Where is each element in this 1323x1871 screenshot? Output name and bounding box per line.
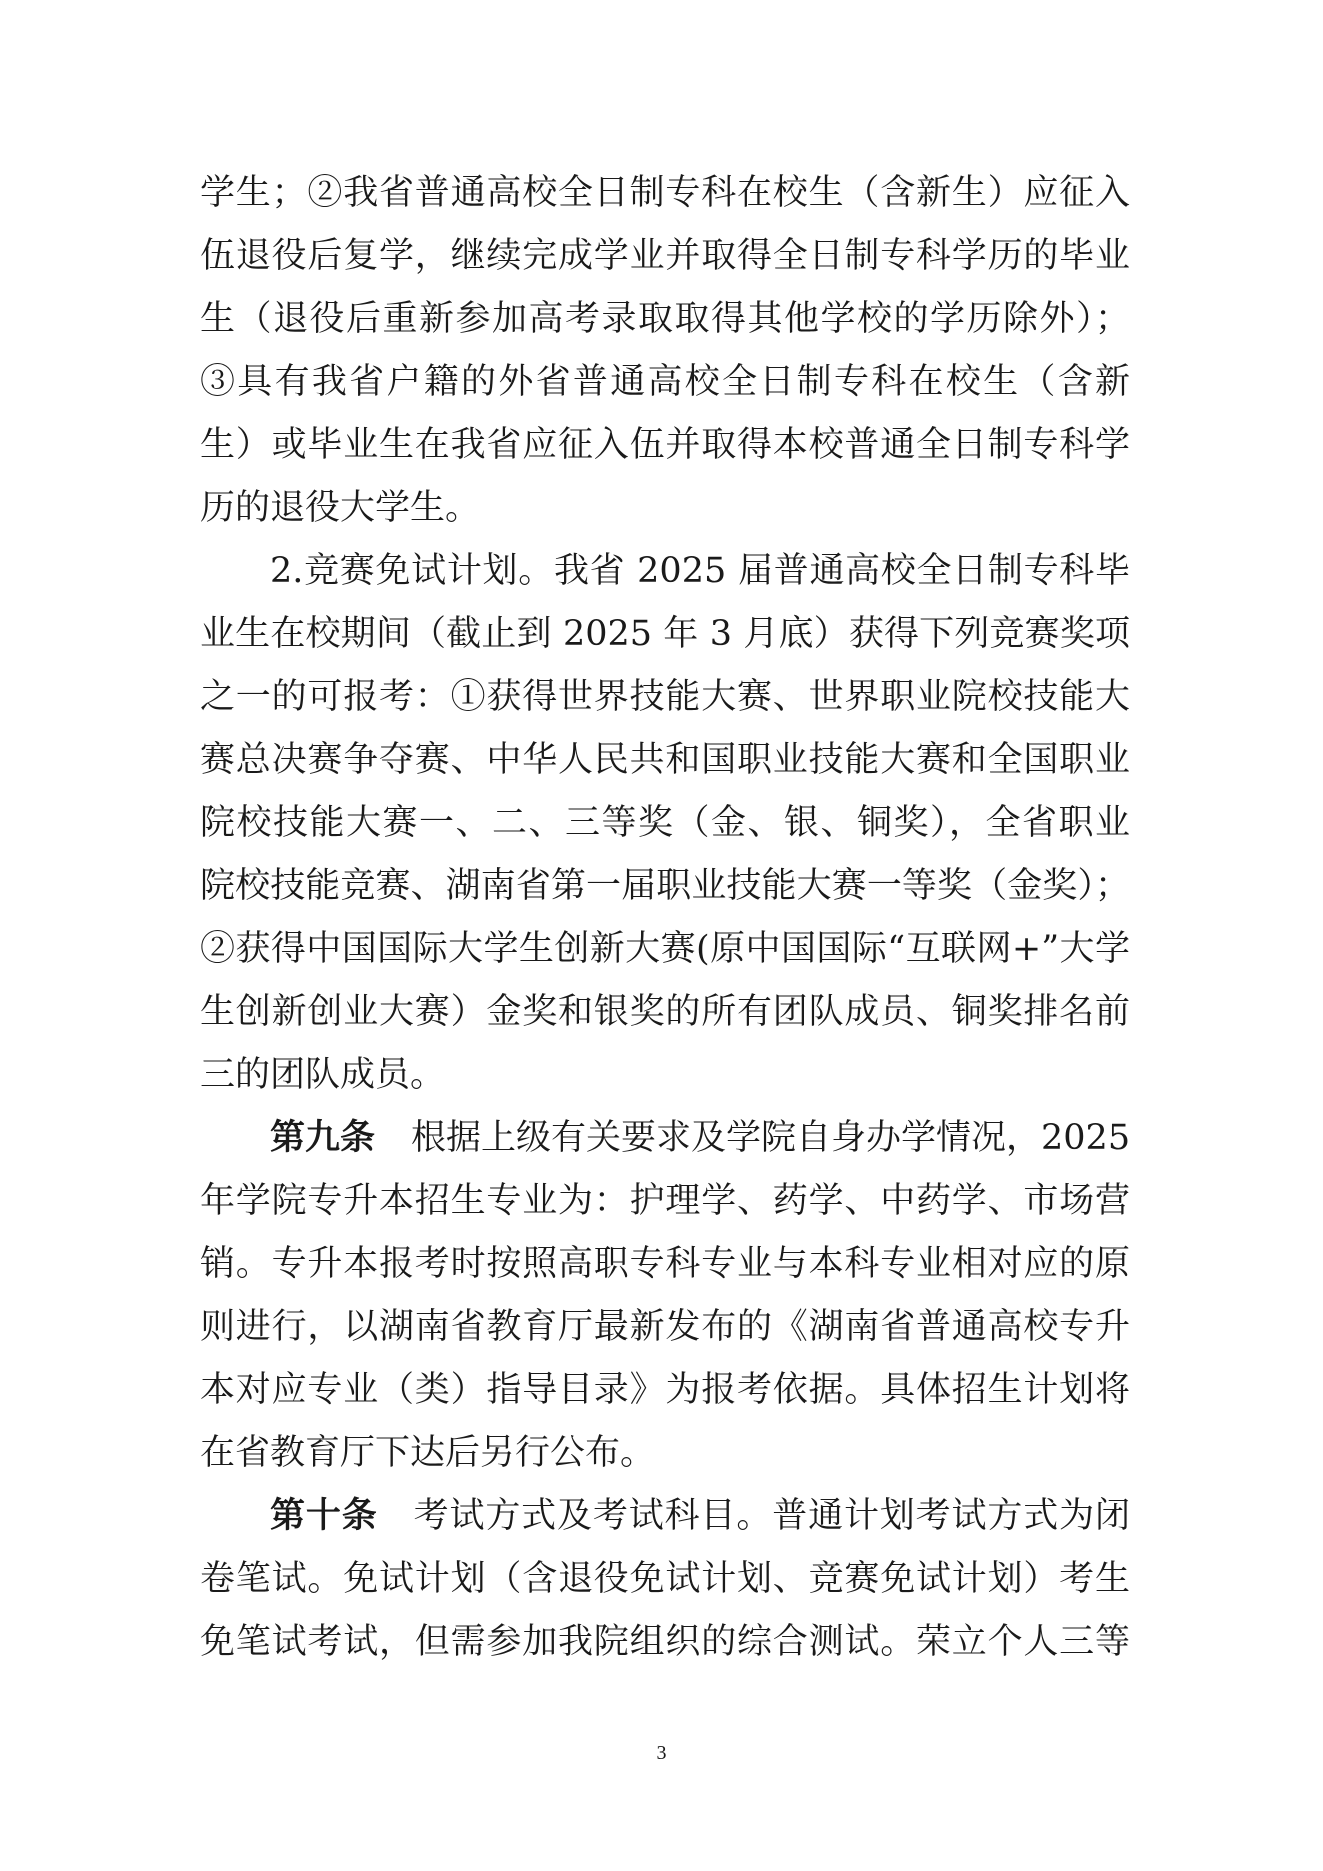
paragraph-line: 2.竞赛免试计划。我省 2025 届普通高校全日制专科毕 bbox=[270, 551, 1130, 591]
paragraph-line: ③具有我省户籍的外省普通高校全日制专科在校生（含新 bbox=[200, 362, 1130, 402]
article-10-text: 考试方式及考试科目。普通计划考试方式为闭 bbox=[413, 1496, 1130, 1536]
paragraph-line: 免笔试考试，但需参加我院组织的综合测试。荣立个人三等 bbox=[200, 1622, 1130, 1662]
paragraph-line: 年学院专升本招生专业为：护理学、药学、中药学、市场营 bbox=[200, 1181, 1130, 1221]
paragraph-line: 伍退役后复学，继续完成学业并取得全日制专科学历的毕业 bbox=[200, 236, 1130, 276]
paragraph-line: 院校技能竞赛、湖南省第一届职业技能大赛一等奖（金奖）； bbox=[200, 866, 1130, 906]
paragraph-line: 之一的可报考：①获得世界技能大赛、世界职业院校技能大 bbox=[200, 677, 1130, 717]
paragraph-line: 生（退役后重新参加高考录取取得其他学校的学历除外）； bbox=[200, 299, 1130, 339]
page-number: 3 bbox=[656, 1742, 667, 1764]
paragraph-line: 历的退役大学生。 bbox=[200, 488, 481, 528]
paragraph-line: 院校技能大赛一、二、三等奖（金、银、铜奖），全省职业 bbox=[200, 803, 1130, 843]
paragraph-line: 三的团队成员。 bbox=[200, 1055, 446, 1095]
paragraph-line: 学生；②我省普通高校全日制专科在校生（含新生）应征入 bbox=[200, 173, 1130, 213]
article-9-first-line bbox=[270, 1107, 1130, 1169]
paragraph-line: 卷笔试。免试计划（含退役免试计划、竞赛免试计划）考生 bbox=[200, 1559, 1130, 1599]
paragraph-line: 在省教育厅下达后另行公布。 bbox=[200, 1433, 656, 1473]
paragraph-line: 则进行，以湖南省教育厅最新发布的《湖南省普通高校专升 bbox=[200, 1307, 1130, 1347]
paragraph-line: 业生在校期间（截止到 2025 年 3 月底）获得下列竞赛奖项 bbox=[200, 614, 1130, 654]
paragraph-line: 生）或毕业生在我省应征入伍并取得本校普通全日制专科学 bbox=[200, 425, 1130, 465]
paragraph-line: 本对应专业（类）指导目录》为报考依据。具体招生计划将 bbox=[200, 1370, 1130, 1410]
article-9-label: 第九条 bbox=[270, 1117, 376, 1158]
article-9-text: 根据上级有关要求及学院自身办学情况，2025 bbox=[411, 1118, 1130, 1158]
paragraph-line: 销。专升本报考时按照高职专科专业与本科专业相对应的原 bbox=[200, 1244, 1130, 1284]
article-10-first-line bbox=[270, 1485, 1130, 1547]
paragraph-line: 生创新创业大赛）金奖和银奖的所有团队成员、铜奖排名前 bbox=[200, 992, 1130, 1032]
paragraph-line: ②获得中国国际大学生创新大赛(原中国国际“互联网+”大学 bbox=[200, 929, 1130, 969]
article-10-label: 第十条 bbox=[270, 1495, 378, 1536]
paragraph-line: 赛总决赛争夺赛、中华人民共和国职业技能大赛和全国职业 bbox=[200, 740, 1130, 780]
